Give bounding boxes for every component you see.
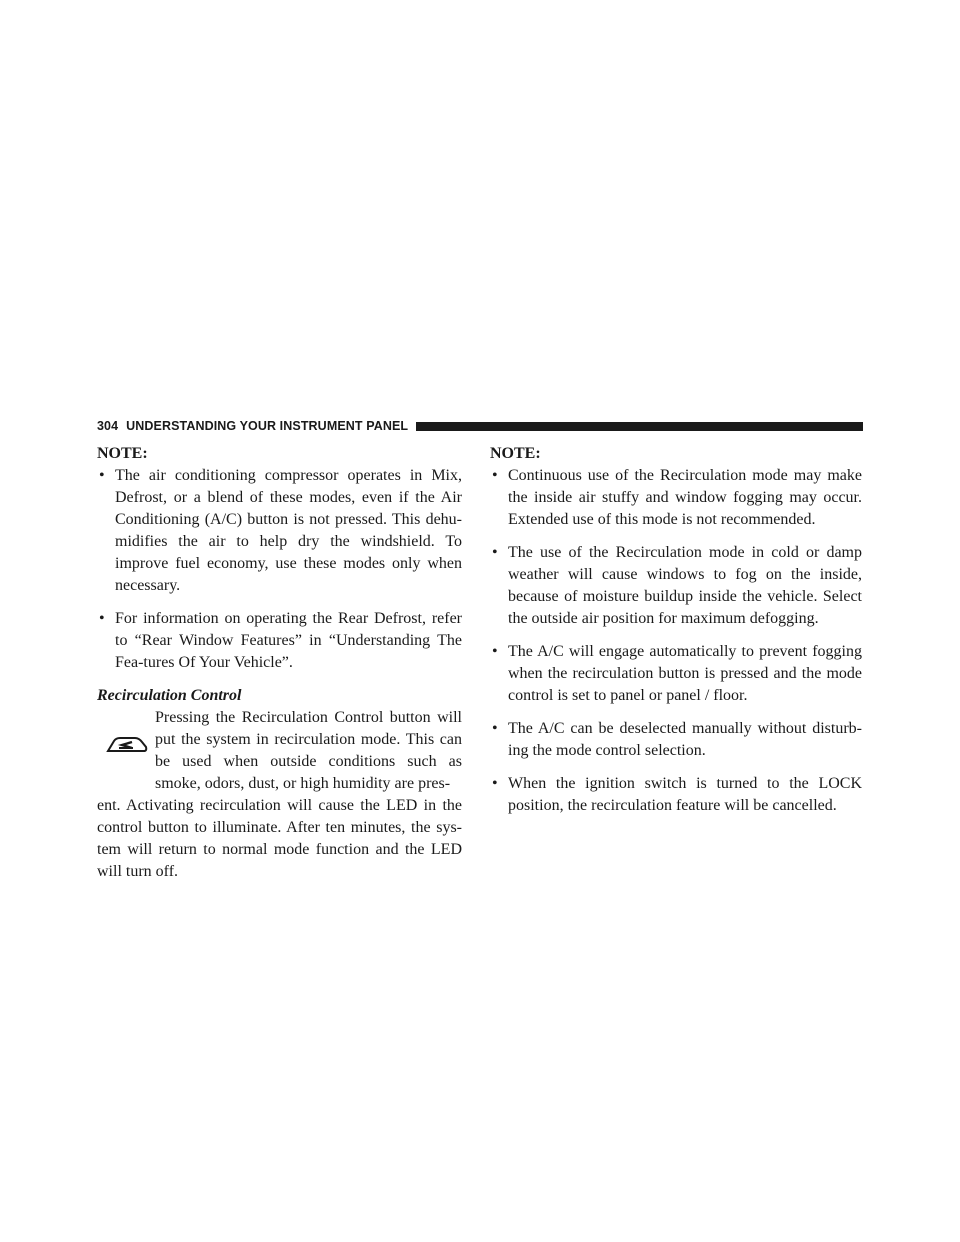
section-title: UNDERSTANDING YOUR INSTRUMENT PANEL <box>126 419 409 433</box>
note-list <box>490 465 862 817</box>
recirculation-text: Pressing the Recirculation Control button will put the system in recirculation mode. This can be used when outside conditions such as smoke, odors, dust, or high humidity are pres- <box>155 709 462 792</box>
list-item <box>97 465 462 597</box>
bullet-text: The air conditioning compressor operates in Mix, Defrost, or a blend of these modes, even if the Air Conditioning (A/C) button is not pressed. This dehu-midifies the air to help dry the windshield. To improve fuel economy, use these modes only when necessary. <box>115 467 462 594</box>
bullet-icon: • <box>492 720 498 737</box>
bullet-text: The A/C will engage automatically to prevent fogging when the recirculation button is pressed and the mode control is set to panel or panel / floor. <box>508 643 862 704</box>
header-rule <box>416 422 863 431</box>
bullet-text: The A/C can be deselected manually without disturb-ing the mode control selection. <box>508 720 862 759</box>
note-heading: NOTE: <box>97 445 148 462</box>
bullet-icon: • <box>99 467 105 484</box>
list-item <box>490 465 862 531</box>
list-item <box>490 542 862 630</box>
page-header <box>97 419 863 433</box>
bullet-icon: • <box>492 775 498 792</box>
bullet-icon: • <box>492 544 498 561</box>
list-item <box>490 641 862 707</box>
list-item <box>97 608 462 674</box>
bullet-text: The use of the Recirculation mode in cold or damp weather will cause windows to fog on the inside, because of moisture buildup inside the vehicle. Select the outside air position for maximum defogging. <box>508 544 862 627</box>
bullet-icon: • <box>99 610 105 627</box>
list-item <box>490 773 862 817</box>
note-heading: NOTE: <box>490 445 541 462</box>
page-number: 304 <box>97 419 119 433</box>
list-item <box>490 718 862 762</box>
recirculation-section <box>97 707 462 883</box>
note-list <box>97 465 462 674</box>
recirculation-heading: Recirculation Control <box>97 687 242 704</box>
bullet-text: Continuous use of the Recirculation mode may make the inside air stuffy and window fogging may occur. Extended use of this mode is not recommended. <box>508 467 862 528</box>
recirculation-text-continued: ent. Activating recirculation will cause the LED in the control button to illuminate. After ten minutes, the sys-tem will return to normal mode function and the LED will turn off. <box>97 797 462 880</box>
bullet-icon: • <box>492 467 498 484</box>
bullet-icon: • <box>492 643 498 660</box>
bullet-text: When the ignition switch is turned to the LOCK position, the recirculation feature will be cancelled. <box>508 775 862 814</box>
bullet-text: For information on operating the Rear Defrost, refer to “Rear Window Features” in “Understanding The Fea-tures Of Your Vehicle”. <box>115 610 462 671</box>
right-column <box>490 443 862 828</box>
left-column <box>97 443 462 883</box>
recirculation-icon <box>105 735 149 755</box>
